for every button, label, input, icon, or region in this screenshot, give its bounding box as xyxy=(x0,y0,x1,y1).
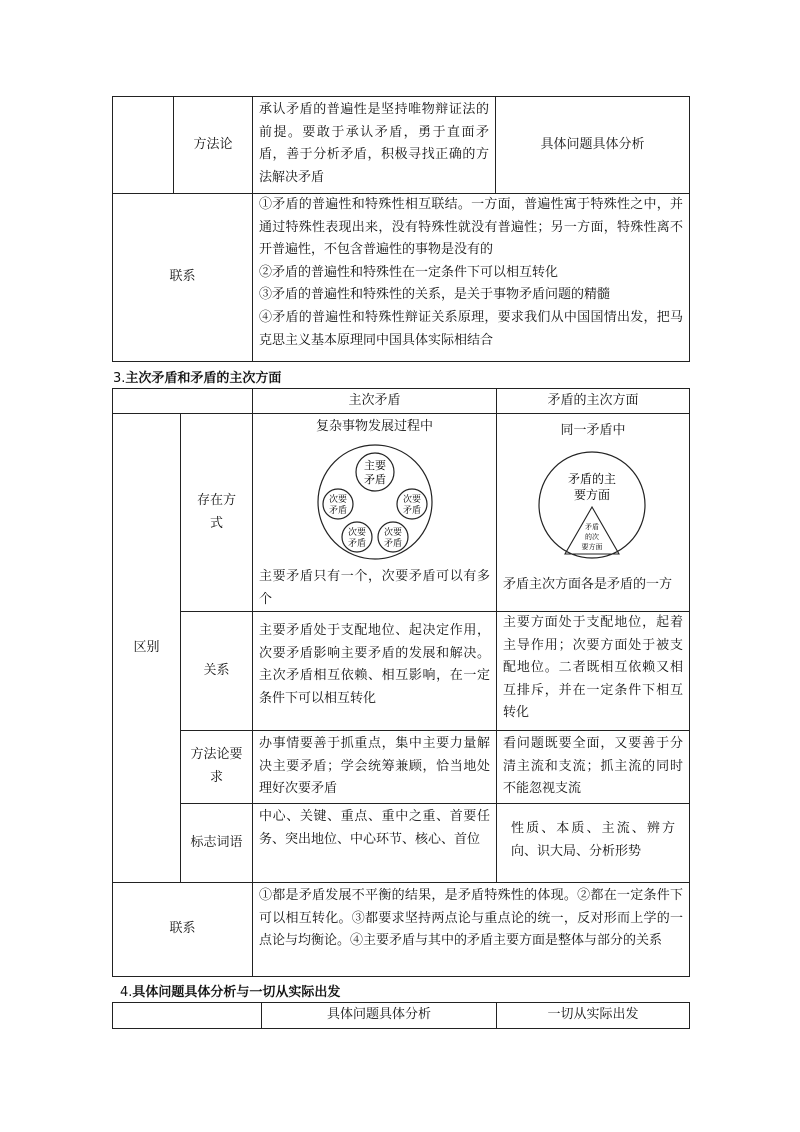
main-contradiction-line1: 主要 xyxy=(364,459,386,472)
link-item-1: ①矛盾的普遍性和特殊性相互联结。一方面，普遍性寓于特殊性之中，并通过特殊性表现出来，没有特殊性就没有普遍性；另一方面，特殊性离不开普遍性，不包含普遍性的事物是没有的 xyxy=(259,197,683,258)
link-text-1 xyxy=(252,193,690,362)
primary-secondary-contradiction-diagram xyxy=(315,442,435,562)
secondary-4-line2: 矛盾 xyxy=(383,539,403,549)
table2-header-col1: 主次矛盾 xyxy=(252,388,497,414)
table3-header-col2: 一切从实际出发 xyxy=(496,1002,690,1029)
keywords-left: 中心、关键、重点、重中之重、首要任务、突出地位、中心环节、核心、首位 xyxy=(252,803,497,883)
method-label: 方法论 xyxy=(173,96,253,194)
principal-aspect-diagram xyxy=(537,450,647,560)
table1-empty-left xyxy=(112,96,174,194)
secondary-3-line2: 矛盾 xyxy=(347,539,367,549)
section-3-title: 主次矛盾和矛盾的主次方面 xyxy=(125,371,282,386)
secondary-2-line1: 次要 xyxy=(402,495,422,505)
secondary-4-line1: 次要 xyxy=(383,528,403,538)
link-item-2: ②矛盾的普遍性和特殊性在一定条件下可以相互转化 xyxy=(259,264,559,280)
table2-header-empty xyxy=(112,388,253,414)
existence-right-title: 同一矛盾中 xyxy=(560,423,626,438)
relation-right: 主要方面处于支配地位，起着主导作用；次要方面处于被支配地位。二者既相互依赖又相互排斥，并在一定条件下相互转化 xyxy=(496,611,690,731)
method-req-left: 办事情要善于抓重点，集中主要力量解决主要矛盾；学会统筹兼顾，恰当地处理好次要矛盾 xyxy=(252,730,497,804)
secondary-2-line2: 矛盾 xyxy=(402,506,422,516)
keywords-right: 性质、本质、主流、辨方向、识大局、分析形势 xyxy=(496,803,690,883)
link-label-1: 联系 xyxy=(112,193,253,362)
section-3-heading xyxy=(113,367,281,386)
table3-header-col1: 具体问题具体分析 xyxy=(261,1002,497,1029)
minor-aspect-line2: 的次 xyxy=(585,533,599,541)
link-item-4: ④矛盾的普遍性和特殊性辩证关系原理，要求我们从中国国情出发，把马克思主义基本原理同中国具体实际相结合 xyxy=(259,309,683,348)
minor-aspect-line3: 要方面 xyxy=(581,543,603,551)
secondary-1-line2: 矛盾 xyxy=(328,506,348,516)
existence-left-title: 复杂事物发展过程中 xyxy=(315,419,433,434)
diff-label: 区别 xyxy=(112,413,181,883)
relation-left: 主要矛盾处于支配地位、起决定作用，次要矛盾影响主要矛盾的发展和解决。主次矛盾相互依赖、相互影响，在一定条件下可以相互转化 xyxy=(252,611,497,731)
link-text-2: ①都是矛盾发展不平衡的结果，是矛盾特殊性的体现。②都在一定条件下可以相互转化。③都要求坚持两点论与重点论的统一，反对形而上学的一点论与均衡论。④主要矛盾与其中的矛盾主要方面是整体与部分的关系 xyxy=(252,882,690,977)
existence-left-text: 主要矛盾只有一个，次要矛盾可以有多个 xyxy=(259,569,490,607)
method-text: 承认矛盾的普遍性是坚持唯物辩证法的前提。要敢于承认矛盾，勇于直面矛盾，善于分析矛盾，积极寻找正确的方法解决矛盾 xyxy=(252,96,496,194)
keywords-label: 标志词语 xyxy=(180,803,253,883)
table3-header-empty xyxy=(112,1002,262,1029)
secondary-1-line1: 次要 xyxy=(328,495,348,505)
principal-aspect-line1: 矛盾的主 xyxy=(567,472,617,486)
link-label-2: 联系 xyxy=(112,882,253,977)
table2-header-col2: 矛盾的主次方面 xyxy=(496,388,690,414)
existence-label: 存在方式 xyxy=(180,413,253,612)
section-4-number: 4. xyxy=(120,985,133,1000)
principal-aspect-line2: 要方面 xyxy=(573,488,611,502)
existence-right-cell xyxy=(496,413,690,612)
link-item-3: ③矛盾的普遍性和特殊性的关系，是关于事物矛盾问题的精髓 xyxy=(259,287,611,303)
method-req-right: 看问题既要全面，又要善于分清主流和支流；抓主流的同时不能忽视支流 xyxy=(496,730,690,804)
relation-label: 关系 xyxy=(180,611,253,731)
existence-right-text: 矛盾主次方面各是矛盾的一方 xyxy=(503,577,673,592)
section-4-title: 具体问题具体分析与一切从实际出发 xyxy=(132,985,341,1000)
existence-left-cell xyxy=(252,413,497,612)
method-req-label: 方法论要求 xyxy=(180,730,253,804)
method-right: 具体问题具体分析 xyxy=(495,96,690,194)
minor-aspect-line1: 矛盾 xyxy=(585,523,599,531)
section-4-heading xyxy=(120,981,340,1000)
secondary-3-line1: 次要 xyxy=(347,528,367,538)
main-contradiction-line2: 矛盾 xyxy=(364,473,386,486)
section-3-number: 3. xyxy=(113,371,126,386)
